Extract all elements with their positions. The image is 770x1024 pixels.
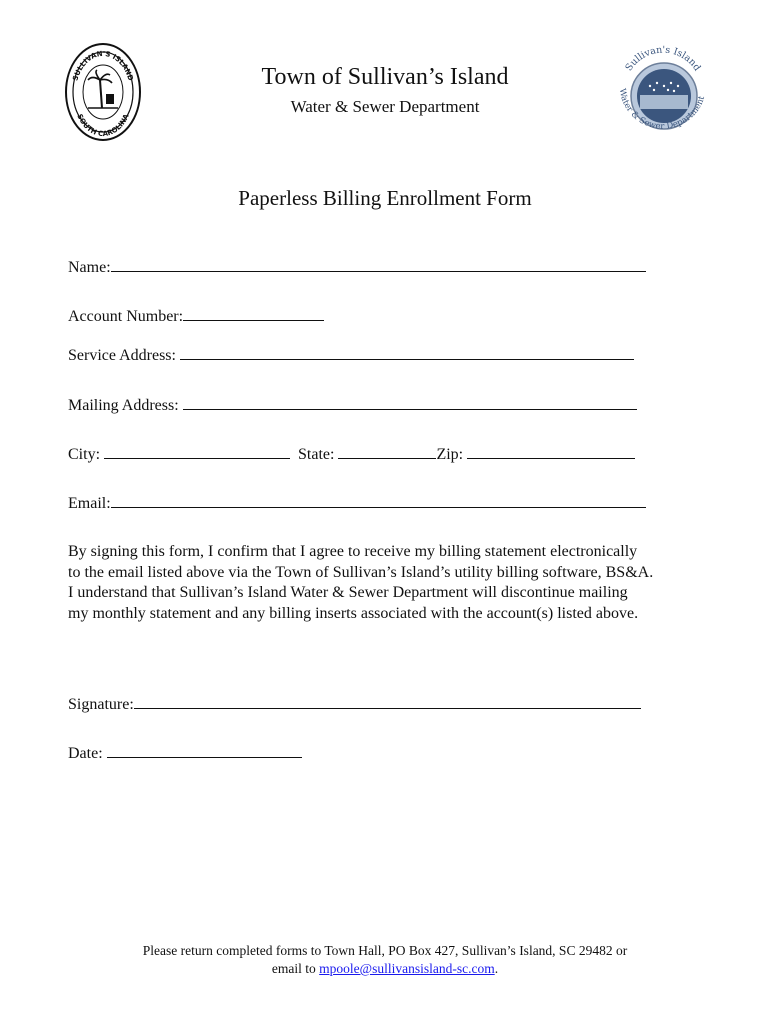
footer <box>0 942 770 978</box>
mailing-address-field[interactable] <box>183 395 637 410</box>
signature-field[interactable] <box>134 694 641 709</box>
mailing-address-label: Mailing Address: <box>68 397 179 414</box>
date-row <box>68 743 302 763</box>
account-number-field[interactable] <box>183 306 324 321</box>
footer-line: Please return completed forms to Town Hall, PO Box 427, Sullivan’s Island, SC 29482 or <box>142 943 628 958</box>
form-title: Paperless Billing Enrollment Form <box>238 186 532 210</box>
water-sewer-seal-icon <box>612 40 712 144</box>
svg-text:SOUTH CAROLINA: SOUTH CAROLINA <box>75 112 131 139</box>
footer-email-suffix: . <box>494 961 499 976</box>
city-field[interactable] <box>104 444 290 459</box>
email-field[interactable] <box>111 493 646 508</box>
name-row <box>68 257 646 277</box>
department-name: Water & Sewer Department <box>290 97 480 116</box>
signature-row <box>68 694 641 714</box>
email-link[interactable]: mpoole@sullivansisland-sc.com <box>319 961 495 976</box>
signature-label: Signature: <box>68 696 134 713</box>
town-seal-icon <box>64 42 142 142</box>
agreement-line: I understand that Sullivan’s Island Water & Sewer Department will discontinue mailing <box>68 584 628 601</box>
email-label: Email: <box>68 495 111 512</box>
footer-email-prefix: email to <box>271 961 320 976</box>
state-label: State: <box>298 446 335 463</box>
svg-text:Water & Sewer Department: Water & Sewer Department <box>616 87 708 132</box>
agreement-line: By signing this form, I confirm that I agree to receive my billing statement electronically <box>68 543 638 560</box>
account-number-label: Account Number: <box>68 308 184 325</box>
town-name: Town of Sullivan’s Island <box>261 64 509 90</box>
agreement-paragraph <box>68 542 708 624</box>
name-field[interactable] <box>111 257 646 272</box>
date-field[interactable] <box>107 743 302 758</box>
agreement-line: to the email listed above via the Town of Sullivan’s Island’s utility billing software, BS&A. <box>68 563 654 581</box>
service-address-row <box>68 345 634 365</box>
city-state-zip-row <box>68 444 635 464</box>
zip-field[interactable] <box>467 444 635 459</box>
date-label: Date: <box>68 745 103 762</box>
zip-label: Zip: <box>436 446 464 463</box>
name-label: Name: <box>68 259 111 276</box>
svg-text:SULLIVAN'S ISLAND: SULLIVAN'S ISLAND <box>71 49 135 82</box>
state-field[interactable] <box>338 444 436 459</box>
account-number-row <box>68 306 324 326</box>
mailing-address-row <box>68 395 637 415</box>
agreement-line: my monthly statement and any billing inserts associated with the account(s) listed above. <box>68 604 639 622</box>
service-address-label: Service Address: <box>68 347 176 364</box>
service-address-field[interactable] <box>180 345 634 360</box>
city-label: City: <box>68 446 101 463</box>
email-row <box>68 493 646 513</box>
svg-text:Sullivan's Island: Sullivan's Island <box>623 44 703 74</box>
footer-email-line <box>0 960 770 978</box>
